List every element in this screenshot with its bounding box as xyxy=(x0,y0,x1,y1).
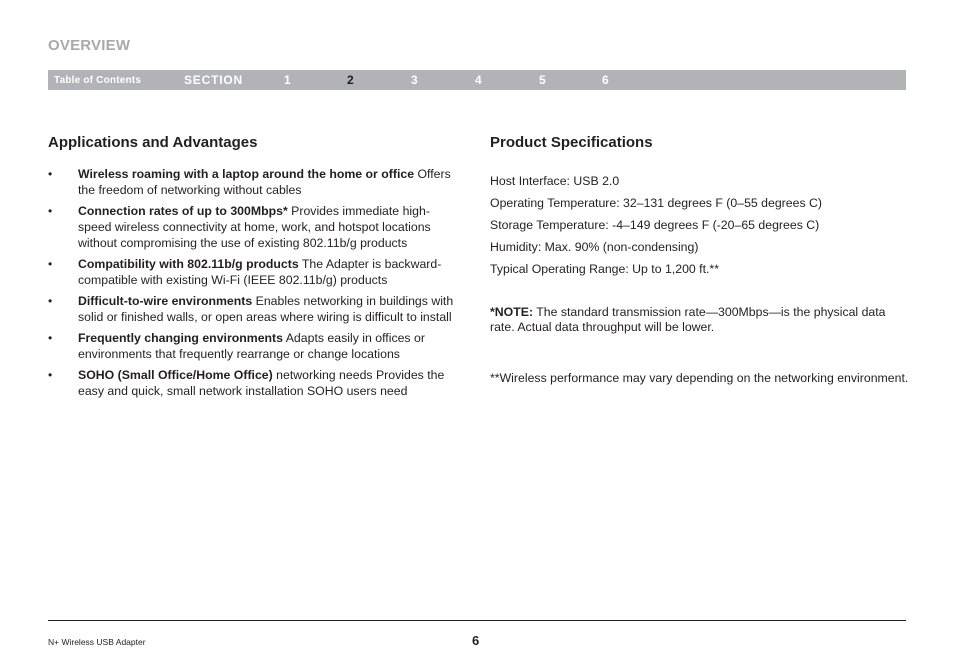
list-item xyxy=(48,256,463,288)
page-number: 6 xyxy=(472,633,480,648)
list-item xyxy=(48,166,463,198)
note-text: The standard transmission rate—300Mbps—is the physical data rate. Actual data throughput will be lower. xyxy=(490,305,886,334)
specifications-heading: Product Specifications xyxy=(490,134,653,151)
bullet-bold: Connection rates of up to 300Mbps* xyxy=(78,204,288,218)
specifications-column xyxy=(490,134,910,386)
bullet-bold: Compatibility with 802.11b/g products xyxy=(78,257,299,271)
section-link-6[interactable]: 6 xyxy=(602,73,609,87)
list-item xyxy=(48,203,463,251)
applications-heading: Applications and Advantages xyxy=(48,134,258,151)
bullet-bold: SOHO (Small Office/Home Office) xyxy=(78,368,273,382)
wireless-performance-note: **Wireless performance may vary depending on the networking environment. xyxy=(490,371,909,385)
bullet-text: Enables networking in buildings with solid or finished walls, or open areas where wiring is difficult to install xyxy=(78,294,454,324)
spec-item: Host Interface: USB 2.0 xyxy=(490,174,620,188)
table-of-contents-link[interactable]: Table of Contents xyxy=(54,75,142,86)
spec-item: Typical Operating Range: Up to 1,200 ft.** xyxy=(490,262,719,276)
bullet-text: The Adapter is backward-compatible with existing Wi-Fi (IEEE 802.11b/g) products xyxy=(78,257,442,287)
footer-product-name: N+ Wireless USB Adapter xyxy=(48,637,146,647)
bullet-text: Provides immediate high-speed wireless connectivity at home, work, and hotspot locations without compromising the use of existing 802.11b/g products xyxy=(78,204,431,250)
bullet-bold: Difficult-to-wire environments xyxy=(78,294,253,308)
section-link-1[interactable]: 1 xyxy=(284,73,291,87)
section-title: OVERVIEW xyxy=(48,37,131,54)
section-link-4[interactable]: 4 xyxy=(475,73,482,87)
note-label: *NOTE: xyxy=(490,305,534,319)
advantages-list xyxy=(48,166,463,399)
applications-column xyxy=(48,134,463,404)
bullet-bold: Frequently changing environments xyxy=(78,331,283,345)
section-label: SECTION xyxy=(184,73,243,87)
bullet-bold: Wireless roaming with a laptop around the home or office xyxy=(78,167,415,181)
list-item xyxy=(48,330,463,362)
footer-divider xyxy=(48,620,906,621)
list-item xyxy=(48,293,463,325)
spec-item: Storage Temperature: -4–149 degrees F (-20–65 degrees C) xyxy=(490,218,820,232)
section-link-5[interactable]: 5 xyxy=(539,73,546,87)
list-item xyxy=(48,367,463,399)
section-link-2[interactable]: 2 xyxy=(347,73,354,87)
bullet-text: networking needs Provides the easy and quick, small network installation SOHO users need xyxy=(78,368,445,398)
bullet-text: Offers the freedom of networking without cables xyxy=(78,167,451,197)
section-nav-bar xyxy=(48,70,906,90)
transmission-note xyxy=(490,305,910,335)
section-link-3[interactable]: 3 xyxy=(411,73,418,87)
spec-item: Humidity: Max. 90% (non-condensing) xyxy=(490,240,699,254)
bullet-text: Adapts easily in offices or environments that frequently rearrange or change locations xyxy=(78,331,425,361)
spec-item: Operating Temperature: 32–131 degrees F (0–55 degrees C) xyxy=(490,196,822,210)
spec-list xyxy=(490,173,910,277)
